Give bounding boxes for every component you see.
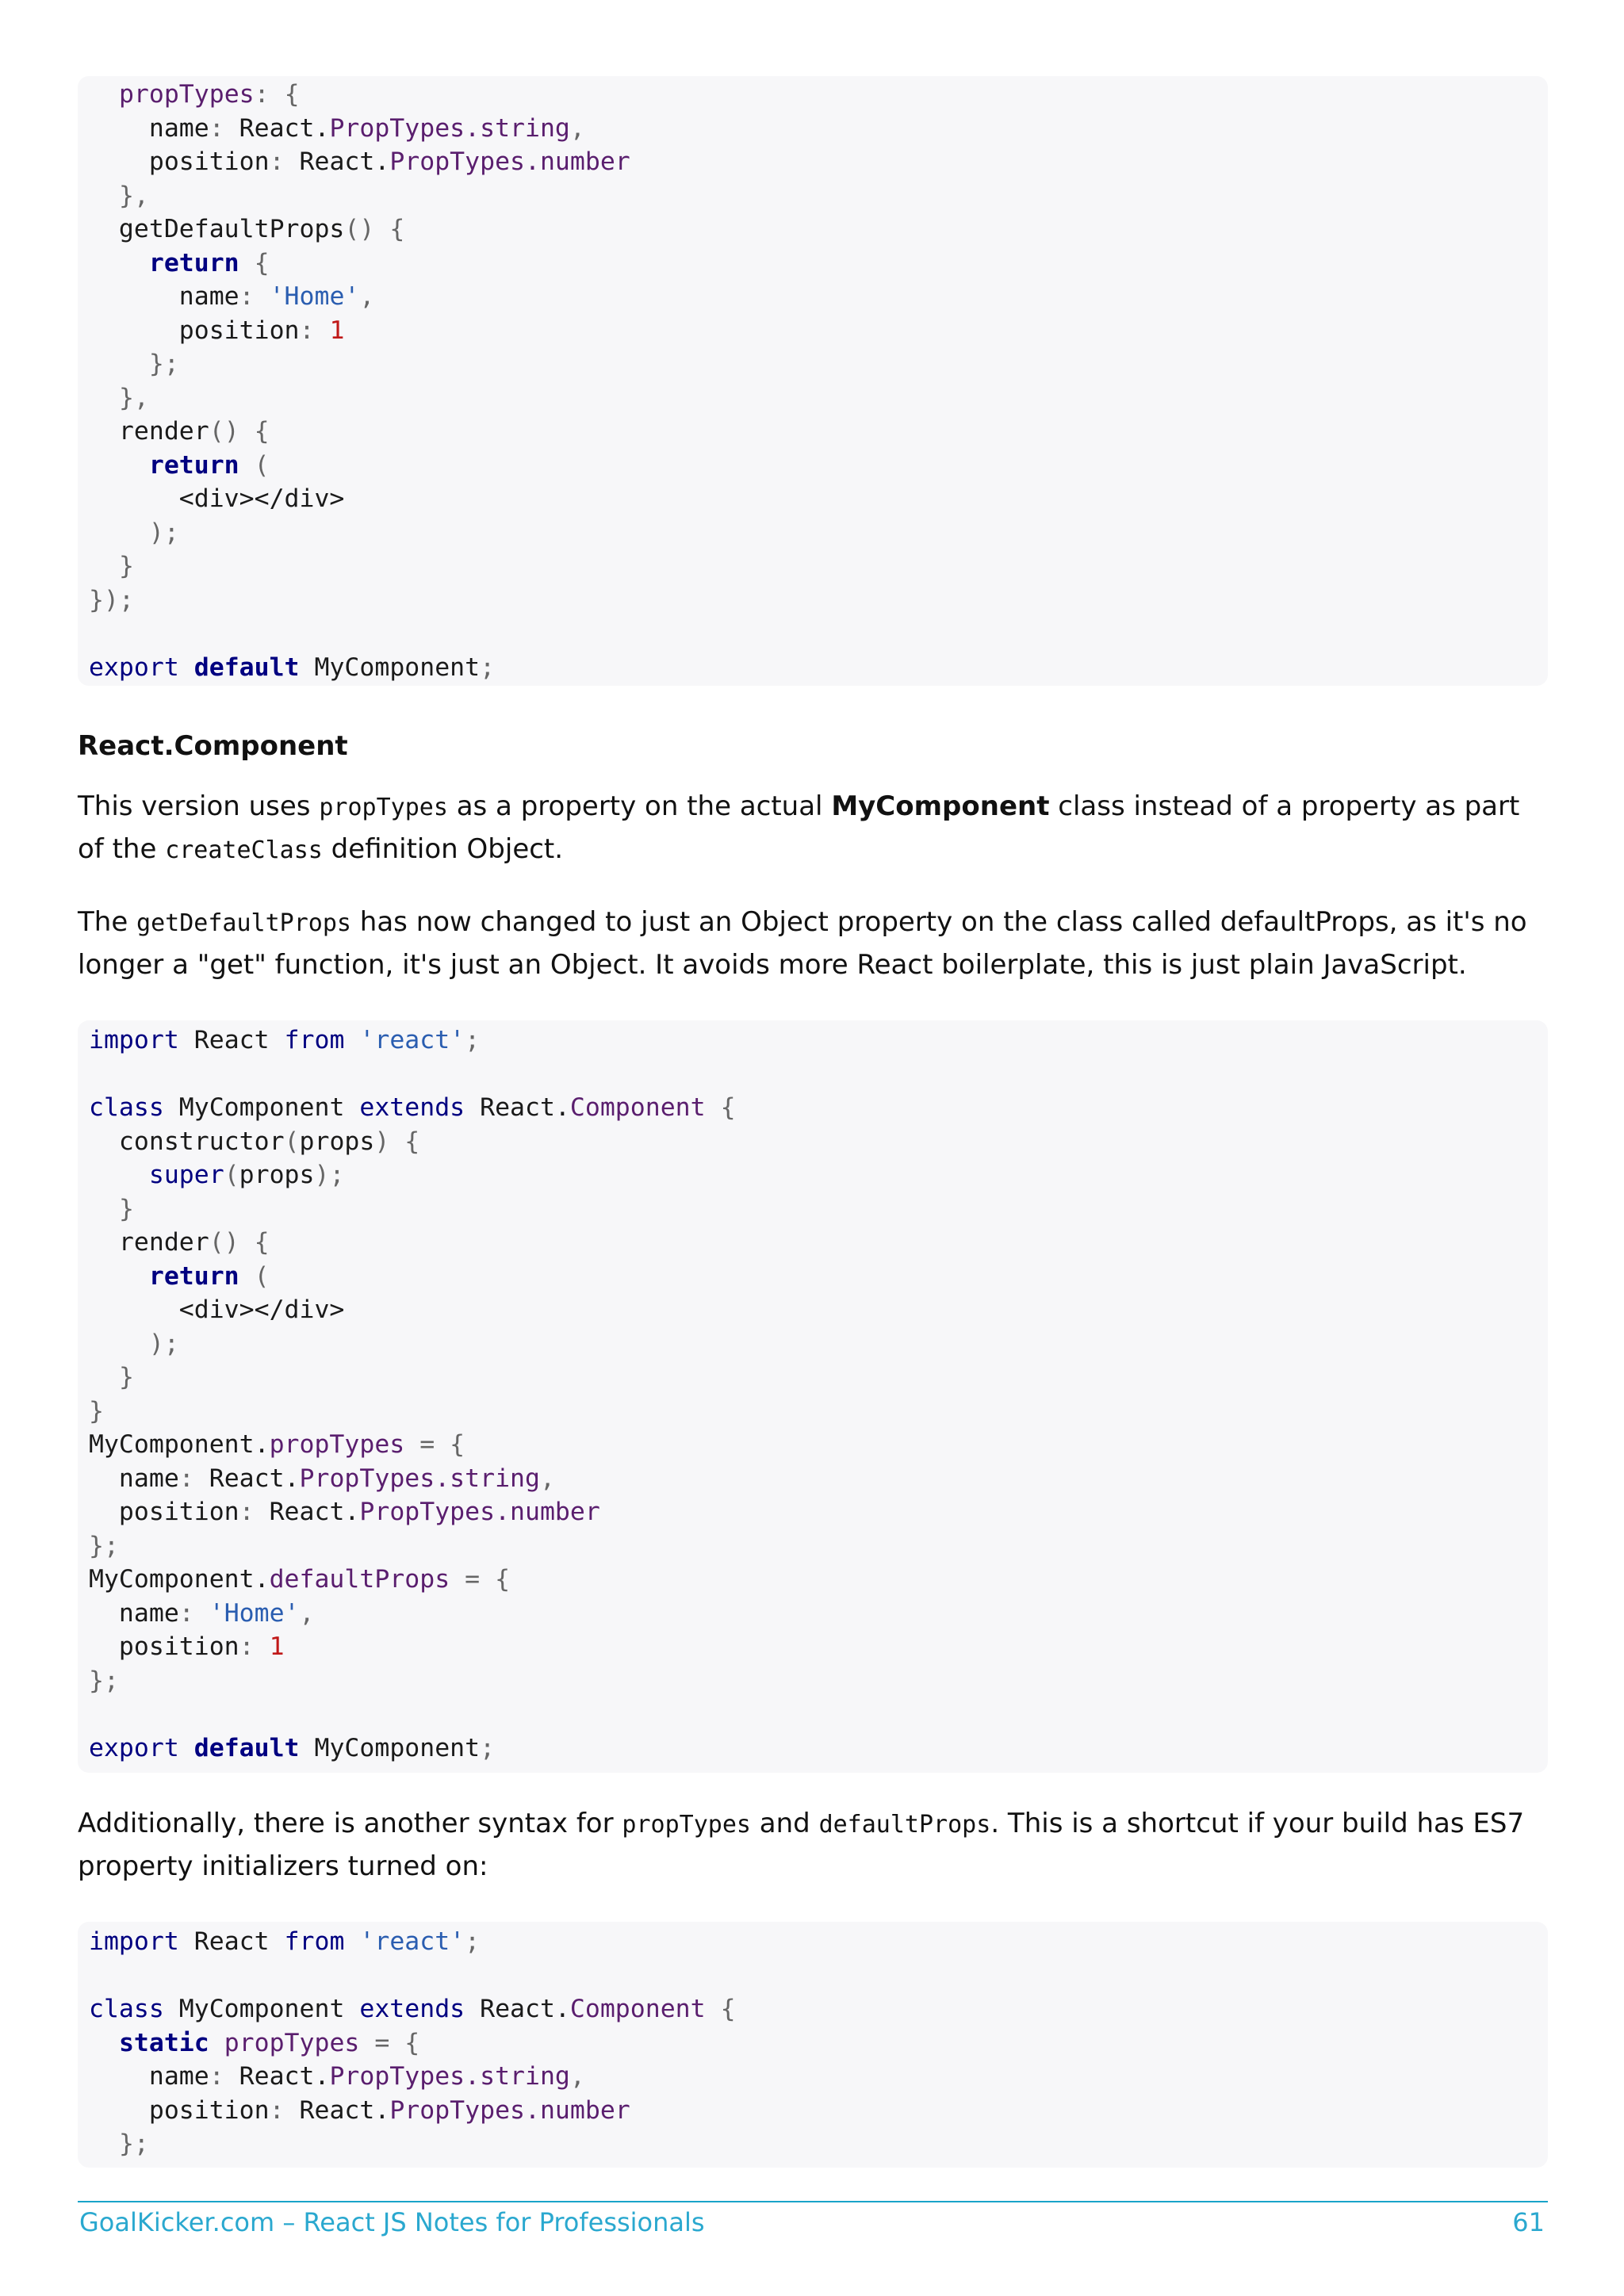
code-line: export default MyComponent;: [89, 1733, 496, 1762]
code-line: <div></div>: [89, 1295, 345, 1324]
code-line: [89, 617, 1537, 651]
code-line: };: [89, 1531, 119, 1560]
code-line: class MyComponent extends React.Component {: [89, 1995, 736, 2023]
code-line: );: [148, 1329, 179, 1358]
code-line: export default MyComponent;: [89, 652, 496, 682]
code-line: class MyComponent extends React.Component {: [89, 1093, 736, 1122]
code-line: position: React.PropTypes.number: [89, 2095, 630, 2125]
code-line: }: [118, 1194, 134, 1223]
code-line: name: React.PropTypes.string,: [89, 1464, 555, 1493]
page-number: 61: [1512, 2207, 1545, 2237]
code-line: },: [118, 383, 149, 412]
code-line: }: [118, 552, 134, 580]
code-line: name: React.PropTypes.string,: [89, 2062, 585, 2091]
code-line: name: 'Home',: [89, 1598, 315, 1628]
code-block-static-props: [78, 1922, 1548, 2168]
footer-divider: [78, 2201, 1548, 2202]
footer-title: GoalKicker.com – React JS Notes for Professionals: [79, 2207, 705, 2237]
code-block-es6-class: [78, 1020, 1548, 1773]
bold-term: MyComponent: [831, 790, 1050, 822]
code-line: MyComponent.propTypes = {: [89, 1430, 465, 1459]
code-line: <div></div>: [89, 484, 345, 513]
code-line: }: [89, 1396, 104, 1425]
code-line: static propTypes = {: [118, 2028, 420, 2057]
paragraph-default-props: The getDefaultProps has now changed to just an Object property on the class called defaultProps, as it's no longer a "get" function, it's just an Object. It avoids more React boilerplate, this is just plain JavaScript.: [78, 906, 1527, 981]
code-line: [89, 1697, 1537, 1732]
code-line: import React from 'react';: [89, 1927, 481, 1956]
code-line: };: [89, 1666, 119, 1695]
code-line: return {: [148, 248, 270, 277]
paragraph-es7-syntax: Additionally, there is another syntax for propTypes and defaultProps. This is a shortcut if your build has ES7 property initializers turned on:: [78, 1808, 1525, 1882]
code-line: }: [118, 1363, 134, 1391]
code-line: );: [148, 518, 179, 547]
code-line: getDefaultProps() {: [89, 215, 405, 243]
section-heading: React.Component: [78, 730, 348, 762]
page-content: [78, 76, 1548, 2168]
code-line: [89, 1058, 1537, 1092]
code-line: render() {: [89, 417, 270, 446]
code-line: };: [148, 350, 179, 378]
code-line: constructor(props) {: [89, 1127, 420, 1156]
code-line: return (: [148, 450, 270, 480]
code-line: name: React.PropTypes.string,: [89, 113, 585, 143]
code-line: position: 1: [89, 1632, 285, 1661]
paragraph-proptypes: This version uses propTypes as a property on the actual MyComponent class instead of a property as part of the createClass definition Object.: [78, 790, 1520, 865]
code-line: };: [118, 2130, 149, 2158]
code-line: return (: [148, 1261, 270, 1291]
code-line: [89, 1959, 1537, 1993]
code-line: position: React.PropTypes.number: [89, 1498, 600, 1526]
code-line: name: 'Home',: [89, 282, 375, 311]
code-line: import React from 'react';: [89, 1026, 481, 1054]
inline-code: getDefaultProps: [136, 909, 351, 937]
code-line: super(props);: [148, 1161, 345, 1189]
code-block-create-class: [78, 76, 1548, 686]
code-line: });: [89, 585, 134, 614]
code-line: position: 1: [89, 316, 345, 345]
code-line: render() {: [89, 1228, 270, 1257]
code-line: propTypes: {: [118, 80, 300, 109]
code-line: MyComponent.defaultProps = {: [89, 1565, 511, 1594]
inline-code: propTypes: [622, 1811, 751, 1839]
inline-code: defaultProps: [818, 1811, 991, 1839]
inline-code: createClass: [165, 836, 323, 864]
inline-code: propTypes: [319, 794, 448, 821]
code-line: position: React.PropTypes.number: [89, 147, 630, 176]
code-line: },: [118, 181, 149, 210]
